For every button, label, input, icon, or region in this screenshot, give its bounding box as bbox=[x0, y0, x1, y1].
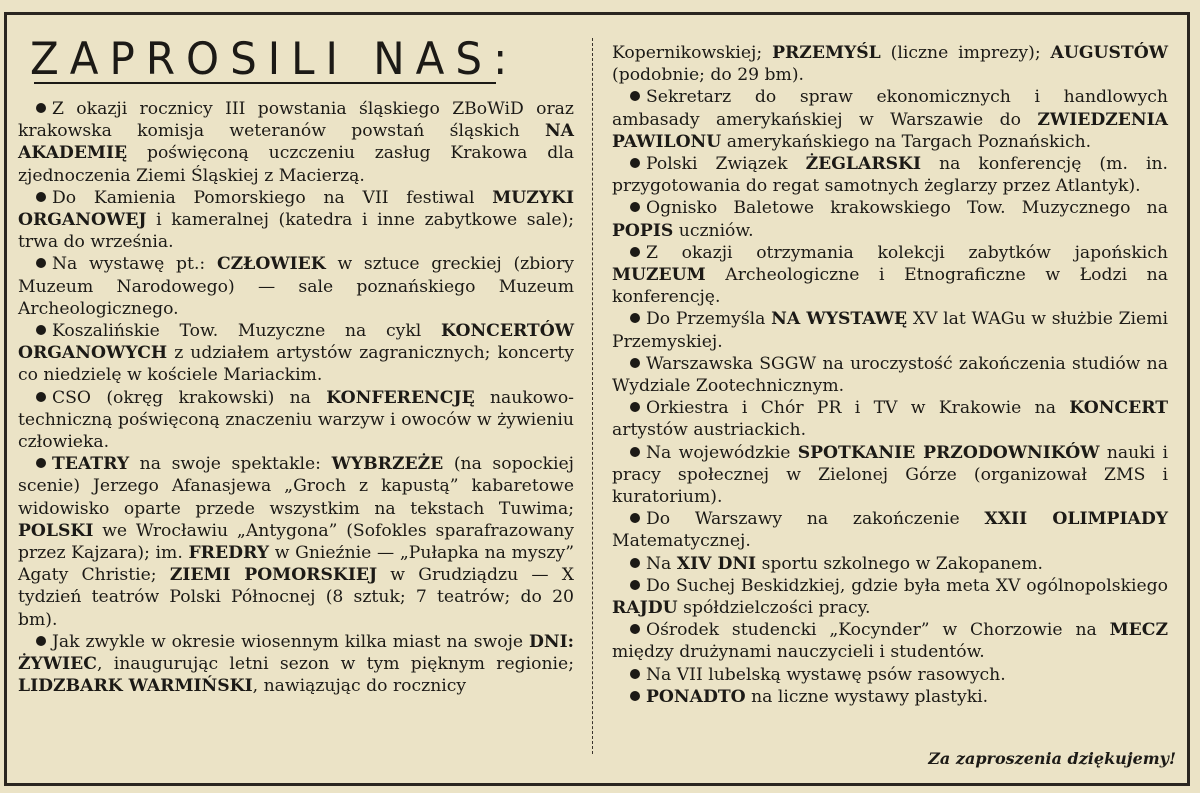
bullet-dot-icon bbox=[630, 558, 640, 568]
item-text: w Grudziądzu — X tydzień teatrów Polski Północnej (8 sztuk; 7 teatrów; do 20 bm). bbox=[18, 565, 574, 630]
item-highlight: FREDRY bbox=[188, 543, 270, 564]
item-text: i kameralnej (katedra i inne zabytkowe sale); trwa do września. bbox=[18, 210, 574, 253]
item-text: Polski Związek bbox=[646, 154, 806, 175]
item-highlight: WYBRZEŻE bbox=[331, 454, 444, 475]
right-column bbox=[612, 42, 1168, 708]
item-highlight: NA AKADEMIĘ bbox=[18, 121, 574, 164]
item-highlight: POPIS bbox=[612, 220, 674, 241]
item-highlight: KONCERT bbox=[1069, 398, 1168, 419]
item-text: Warszawska SGGW na uroczystość zakończenia studiów na Wydziale Zootechnicznym. bbox=[612, 353, 1168, 397]
bullet-dot-icon bbox=[630, 691, 640, 701]
item-highlight: POLSKI bbox=[18, 520, 94, 541]
bullet-dot-icon bbox=[630, 358, 640, 368]
item-text: Na bbox=[646, 553, 677, 574]
announcement-item bbox=[18, 631, 574, 698]
announcement-item bbox=[612, 153, 1168, 197]
item-highlight: LIDZBARK WARMIŃSKI bbox=[18, 676, 253, 697]
item-text: spółdzielczości pracy. bbox=[677, 598, 871, 619]
item-text: na konferencję (m. in. przygotowania do regat samotnych żeglarzy przez Atlantyk). bbox=[612, 154, 1168, 197]
announcement-item bbox=[612, 508, 1168, 552]
item-text: Orkiestra i Chór PR i TV w Krakowie na bbox=[646, 398, 1070, 419]
announcement-item bbox=[612, 442, 1168, 509]
item-highlight: NA WYSTAWĘ bbox=[771, 309, 908, 330]
masthead-title: ZAPROSILI NAS: bbox=[30, 33, 519, 85]
item-text: Kopernikowskiej; bbox=[612, 43, 773, 63]
item-highlight: SPOTKANIE PRZODOWNIKÓW bbox=[797, 442, 1100, 463]
announcement-item bbox=[18, 453, 574, 631]
left-column bbox=[18, 98, 574, 697]
bullet-dot-icon bbox=[36, 458, 46, 468]
announcement-item bbox=[612, 308, 1168, 352]
item-text: Archeologiczne i Etnograficzne w Łodzi na konferencję. bbox=[612, 265, 1168, 308]
announcement-item bbox=[612, 242, 1168, 309]
item-text: artystów austriackich. bbox=[612, 420, 807, 441]
bullet-dot-icon bbox=[630, 580, 640, 590]
item-text: Do Kamienia Pomorskiego na VII festiwal bbox=[52, 187, 493, 208]
item-highlight: PONADTO bbox=[646, 686, 746, 707]
item-text: sportu szkolnego w Zakopanem. bbox=[756, 553, 1043, 574]
signoff-text: Za zaproszenia dziękujemy! bbox=[928, 749, 1176, 768]
item-text: Do Suchej Beskidzkiej, gdzie była meta XV ogólnopolskiego bbox=[646, 575, 1168, 596]
item-text: Na VII lubelską wystawę psów rasowych. bbox=[646, 664, 1006, 685]
bullet-dot-icon bbox=[630, 91, 640, 101]
bullet-dot-icon bbox=[36, 325, 46, 335]
announcement-item bbox=[612, 397, 1168, 441]
announcement-item bbox=[18, 387, 574, 454]
item-text: , nawiązując do rocznicy bbox=[252, 676, 467, 697]
item-text: Matematycznej. bbox=[612, 531, 751, 552]
announcement-item bbox=[612, 197, 1168, 241]
item-text: Koszalińskie Tow. Muzyczne na cykl bbox=[52, 321, 442, 342]
announcement-item bbox=[612, 353, 1168, 397]
bullet-dot-icon bbox=[36, 636, 46, 646]
item-highlight: TEATRY bbox=[52, 454, 130, 475]
item-text: poświęconą uczczeniu zasług Krakowa dla zjednoczenia Ziemi Śląskiej z Macierzą. bbox=[18, 143, 574, 186]
announcement-item bbox=[18, 320, 574, 387]
item-highlight: XIV DNI bbox=[676, 553, 757, 574]
bullet-dot-icon bbox=[36, 103, 46, 113]
item-text: uczniów. bbox=[673, 220, 754, 241]
announcement-item bbox=[18, 187, 574, 254]
announcement-item bbox=[612, 686, 1168, 708]
item-text: we Wrocławiu „Antygona” (Sofokles sparafrazowany przez Kajzara); im. bbox=[18, 520, 574, 564]
bullet-dot-icon bbox=[630, 247, 640, 257]
item-text: Z okazji rocznicy III powstania śląskiego ZBoWiD oraz krakowska komisja weteranów powstań śląskich bbox=[18, 99, 574, 142]
bullet-dot-icon bbox=[630, 513, 640, 523]
item-text: XV lat WAGu w służbie Ziemi Przemyskiej. bbox=[612, 309, 1168, 352]
item-highlight: MECZ bbox=[1109, 620, 1168, 641]
bullet-dot-icon bbox=[630, 313, 640, 323]
item-text: Z okazji otrzymania kolekcji zabytków japońskich bbox=[646, 242, 1168, 263]
item-highlight: MUZEUM bbox=[612, 265, 706, 286]
bullet-dot-icon bbox=[630, 447, 640, 457]
item-text: (liczne imprezy); bbox=[880, 43, 1051, 63]
announcement-item bbox=[18, 253, 574, 320]
announcement-item bbox=[18, 98, 574, 187]
item-highlight: DNI: ŻYWIEC bbox=[18, 631, 574, 675]
item-text: Ośrodek studencki „Kocynder” w Chorzowie na bbox=[646, 620, 1110, 641]
item-highlight: PRZEMYŚL bbox=[772, 43, 881, 63]
item-highlight: AUGUSTÓW bbox=[1050, 43, 1168, 63]
item-text: Sekretarz do spraw ekonomicznych i handlowych ambasady amerykańskiej w Warszawie do bbox=[612, 87, 1168, 130]
item-highlight: CZŁOWIEK bbox=[216, 254, 326, 275]
announcement-item bbox=[612, 664, 1168, 686]
item-text: Na wystawę pt.: bbox=[52, 254, 217, 275]
item-text: Do Warszawy na zakończenie bbox=[646, 509, 985, 530]
bullet-dot-icon bbox=[36, 392, 46, 402]
bullet-dot-icon bbox=[630, 158, 640, 168]
item-highlight: KONFERENCJĘ bbox=[326, 387, 475, 408]
item-highlight: ZWIEDZENIA PAWILONU bbox=[612, 109, 1168, 152]
announcement-item bbox=[612, 42, 1168, 86]
item-text: amerykańskiego na Targach Poznańskich. bbox=[721, 131, 1092, 152]
masthead-underline bbox=[34, 82, 496, 84]
item-text: Jak zwykle w okresie wiosennym kilka miast na swoje bbox=[52, 631, 529, 652]
item-text: nauki i pracy społecznej w Zielonej Górze (organizował ZMS i kuratorium). bbox=[612, 442, 1168, 508]
announcement-item bbox=[612, 619, 1168, 663]
item-text: (na sopockiej scenie) Jerzego Afanasjewa „Groch z kapustą” kabaretowe widowisko oparte przede wszystkim na tekstach Tuwima; bbox=[18, 454, 574, 519]
bullet-dot-icon bbox=[630, 402, 640, 412]
item-text: CSO (okręg krakowski) na bbox=[52, 387, 327, 408]
item-text: Na wojewódzkie bbox=[646, 442, 798, 463]
bullet-dot-icon bbox=[630, 202, 640, 212]
item-text: w sztuce greckiej (zbiory Muzeum Narodowego) — sale poznańskiego Muzeum Archeologicznego. bbox=[18, 254, 574, 319]
item-highlight: ZIEMI POMORSKIEJ bbox=[169, 565, 378, 586]
item-highlight: RAJDU bbox=[612, 598, 678, 619]
item-text: między drużynami nauczycieli i studentów. bbox=[612, 642, 985, 663]
item-text: z udziałem artystów zagranicznych; koncerty co niedzielę w kościele Mariackim. bbox=[18, 343, 574, 386]
item-text: , inaugurując letni sezon w tym pięknym regionie; bbox=[96, 654, 574, 675]
bullet-dot-icon bbox=[36, 192, 46, 202]
bullet-dot-icon bbox=[630, 669, 640, 679]
column-divider bbox=[592, 38, 593, 754]
item-highlight: XXII OLIMPIADY bbox=[984, 509, 1168, 530]
item-highlight: ŻEGLARSKI bbox=[805, 154, 922, 175]
item-text: Ognisko Baletowe krakowskiego Tow. Muzycznego na bbox=[646, 198, 1168, 219]
announcement-item bbox=[612, 553, 1168, 575]
announcement-item bbox=[612, 86, 1168, 153]
item-text: naukowo-techniczną poświęconą znaczeniu warzyw i owoców w żywieniu człowieka. bbox=[18, 387, 574, 453]
item-text: (podobnie; do 29 bm). bbox=[612, 65, 805, 86]
item-text: w Gnieźnie — „Pułapka na myszy” Agaty Christie; bbox=[18, 543, 574, 586]
announcement-item bbox=[612, 575, 1168, 619]
item-highlight: MUZYKI ORGANOWEJ bbox=[18, 187, 574, 231]
bullet-dot-icon bbox=[630, 624, 640, 634]
item-highlight: KONCERTÓW ORGANOWYCH bbox=[18, 321, 574, 364]
item-text: na swoje spektakle: bbox=[129, 454, 332, 475]
bullet-dot-icon bbox=[36, 258, 46, 268]
item-text: Do Przemyśla bbox=[646, 309, 772, 330]
item-text: na liczne wystawy plastyki. bbox=[745, 686, 989, 707]
